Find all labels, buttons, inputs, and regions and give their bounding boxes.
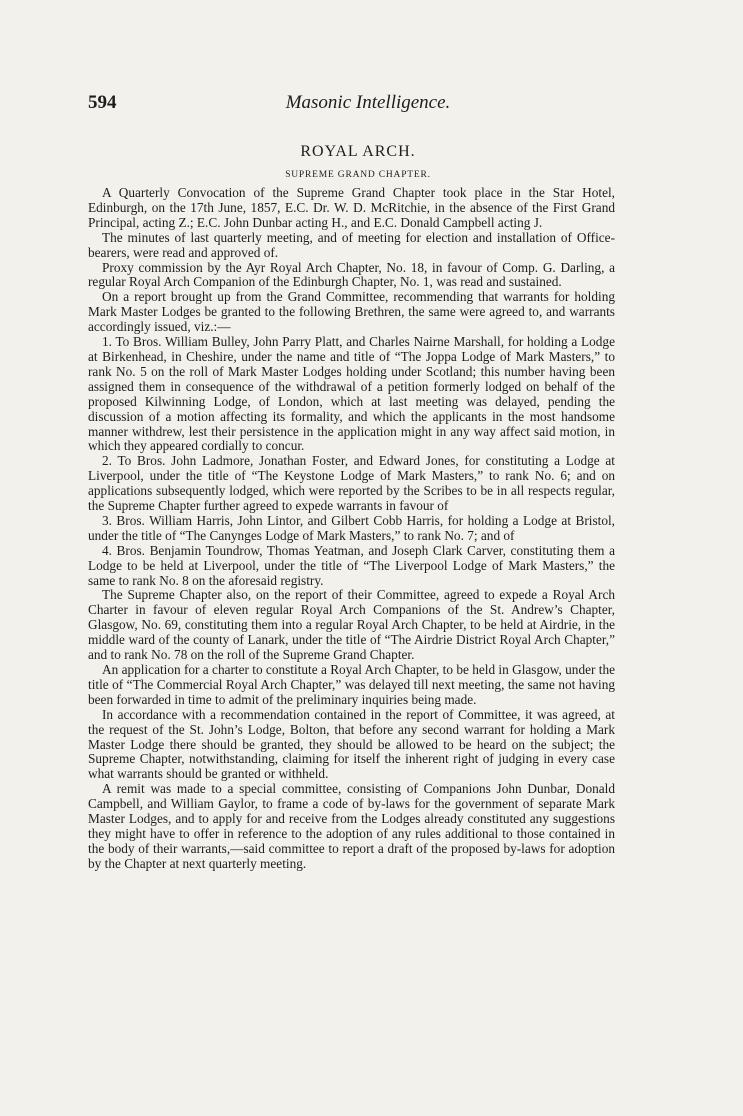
- subsection-title: SUPREME GRAND CHAPTER.: [285, 170, 431, 180]
- paragraph: In accordance with a recommendation contained in the report of Committee, it was agreed, at the request of the St. John’s Lodge, Bolton, that before any second warrant for holding a Mark Master Lodge there should be granted, they should be allowed to be heard on the subject; the Supreme Chapter, notwithstanding, claiming for itself the inherent right of judging in every case what warrants should be granted or withheld.: [88, 706, 615, 782]
- paragraph: A Quarterly Convocation of the Supreme Grand Chapter took place in the Star Hotel, Edinburgh, on the 17th June, 1857, E.C. Dr. W. D. McRitchie, in the absence of the First Grand Principal, acting Z.; E.C. John Dunbar acting H., and E.C. Donald Campbell acting J.: [88, 185, 615, 230]
- running-head: Masonic Intelligence.: [285, 92, 451, 113]
- page-number: 594: [88, 92, 117, 113]
- article-body: [88, 186, 615, 872]
- paragraph: The Supreme Chapter also, on the report of their Committee, agreed to expede a Royal Arch Charter in favour of eleven regular Royal Arch Companions of the St. Andrew’s Chapter, Glasgow, No. 69, constituting them into a regular Royal Arch Chapter, to be held at Airdrie, in the middle ward of the county of Lanark, under the title of “The Airdrie District Royal Arch Chapter,” and to rank No. 78 on the roll of the Supreme Grand Chapter.: [88, 587, 615, 663]
- paragraph: 1. To Bros. William Bulley, John Parry Platt, and Charles Nairne Marshall, for holding a Lodge at Birkenhead, in Cheshire, under the name and title of “The Joppa Lodge of Mark Masters,” to rank No. 5 on the roll of Mark Master Lodges holding under Scotland; this number having been assigned them in consequence of the withdrawal of a petition formerly lodged on behalf of the proposed Kilwinning Lodge, of London, which at last meeting was delayed, pending the discussion of a motion affecting its formality, and which the applicants in the most handsome manner withdrew, lest their persistence in the application might in any way affect said motion, in which they appeared cordially to concur.: [88, 334, 615, 454]
- paragraph: 2. To Bros. John Ladmore, Jonathan Foster, and Edward Jones, for constituting a Lodge at Liverpool, under the title of “The Keystone Lodge of Mark Masters,” to rank No. 6; and on applications subsequently lodged, which were reported by the Scribes to be in all respects regular, the Supreme Chapter further agreed to expede warrants in favour of: [88, 453, 615, 514]
- paragraph: On a report brought up from the Grand Committee, recommending that warrants for holding Mark Master Lodges be granted to the following Brethren, the same were agreed to, and warrants accordingly issued, viz.:—: [88, 289, 615, 335]
- paragraph: 4. Bros. Benjamin Toundrow, Thomas Yeatman, and Joseph Clark Carver, constituting them a Lodge to be held at Liverpool, under the title of “The Liverpool Lodge of Mark Masters,” the same to rank No. 8 on the aforesaid registry.: [88, 542, 615, 588]
- paragraph: A remit was made to a special committee, consisting of Companions John Dunbar, Donald Campbell, and William Gaylor, to frame a code of by-laws for the government of separate Mark Master Lodges, and to apply for and receive from the Lodges already constituted any suggestions they might have to offer in reference to the adoption of any rules additional to those contained in the body of their warrants,—said committee to report a draft of the proposed by-laws for adoption by the Chapter at next quarterly meeting.: [88, 781, 615, 871]
- paragraph: 3. Bros. William Harris, John Lintor, and Gilbert Cobb Harris, for holding a Lodge at Bristol, under the title of “The Canynges Lodge of Mark Masters,” to rank No. 7; and of: [88, 512, 615, 543]
- paragraph: The minutes of last quarterly meeting, and of meeting for election and installation of Office-bearers, were read and approved of.: [88, 229, 615, 260]
- paragraph: An application for a charter to constitute a Royal Arch Chapter, to be held in Glasgow, under the title of “The Commercial Royal Arch Chapter,” was delayed till next meeting, the same not having been forwarded in time to admit of the preliminary inquiries being made.: [88, 662, 615, 707]
- paragraph: Proxy commission by the Ayr Royal Arch Chapter, No. 18, in favour of Comp. G. Darling, a regular Royal Arch Companion of the Edinburgh Chapter, No. 1, was read and sustained.: [88, 259, 615, 290]
- page-header: [88, 92, 648, 120]
- section-title: ROYAL ARCH.: [300, 143, 416, 160]
